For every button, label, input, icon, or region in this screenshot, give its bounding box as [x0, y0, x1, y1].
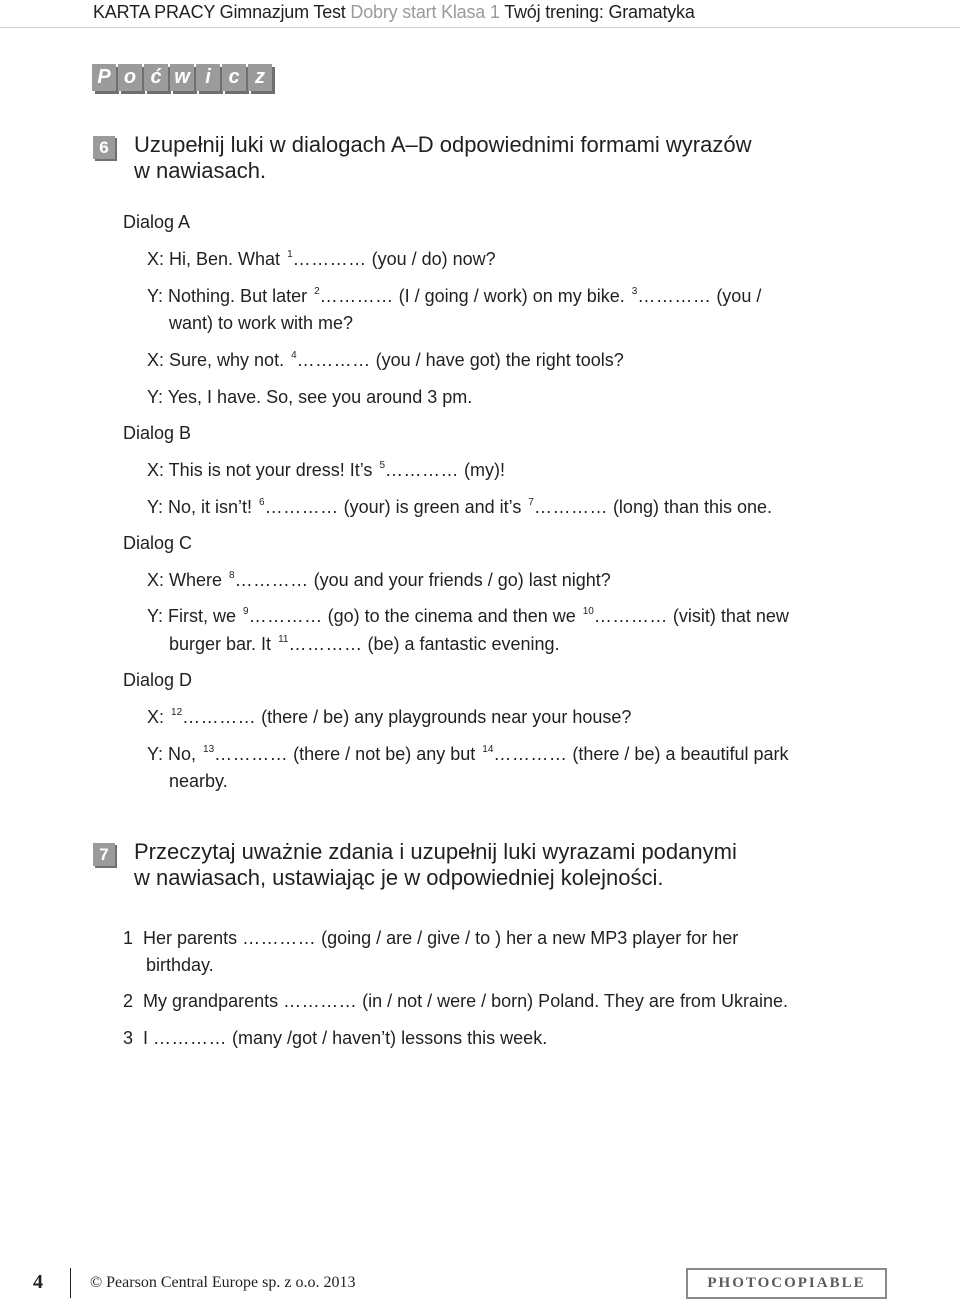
instruction-line: Uzupełnij luki w dialogach A–D odpowiednimi formami wyrazów: [134, 132, 752, 157]
gap-number: 5: [379, 460, 385, 471]
gap-number: 2: [314, 286, 320, 297]
gap-number: 14: [482, 744, 494, 755]
gap-blank[interactable]: …………: [242, 928, 317, 948]
dialog-line: [147, 744, 789, 765]
dialog-line: [147, 460, 505, 481]
exercise-6-instruction: [134, 132, 752, 184]
banner-letter: w: [170, 64, 194, 91]
gap-number: 13: [203, 744, 215, 755]
footer-divider: [70, 1268, 71, 1298]
exercise-item: [123, 1028, 547, 1049]
line-text: burger bar. It: [169, 634, 277, 654]
dialog-line: nearby.: [169, 771, 228, 791]
gap-number: 12: [171, 707, 183, 718]
instruction-line: Przeczytaj uważnie zdania i uzupełnij luki wyrazami podanymi: [134, 839, 737, 864]
dialog-line: want) to work with me?: [169, 313, 354, 333]
gap-blank[interactable]: …………: [533, 497, 608, 517]
line-text: Y: Nothing. But later: [147, 286, 313, 306]
line-text: X: Where: [147, 570, 228, 590]
gap-blank[interactable]: …………: [214, 744, 289, 764]
copyright-notice: © Pearson Central Europe sp. z o.o. 2013: [90, 1274, 356, 1291]
exercise-item: [123, 928, 738, 949]
page-header: [0, 0, 960, 28]
gap-blank[interactable]: …………: [182, 707, 257, 727]
banner-letter: z: [248, 64, 272, 91]
header-section: Twój trening: Gramatyka: [504, 2, 695, 22]
line-text: (your) is green and it’s: [338, 497, 527, 517]
gap-number: 8: [229, 570, 235, 581]
line-text: (there / not be) any but: [288, 744, 481, 764]
line-text: X: Hi, Ben. What: [147, 249, 286, 269]
gap-blank[interactable]: …………: [288, 634, 363, 654]
gap-number: 1: [287, 249, 293, 260]
header-course: Dobry start: [350, 2, 437, 22]
exercise-7-number: 7: [93, 843, 115, 866]
gap-blank[interactable]: …………: [153, 1028, 228, 1048]
gap-blank[interactable]: …………: [234, 570, 309, 590]
photocopiable-badge: PHOTOCOPIABLE: [686, 1268, 887, 1299]
gap-blank[interactable]: …………: [292, 249, 367, 269]
banner-letter: o: [118, 64, 142, 91]
banner-letter: P: [92, 64, 116, 91]
line-text: (you and your friends / go) last night?: [308, 570, 611, 590]
dialog-c-title: Dialog C: [123, 533, 193, 553]
dialog-line: [169, 634, 560, 655]
item-text: Her parents: [143, 928, 243, 948]
line-text: (visit) that new: [667, 606, 789, 626]
header-school: Gimnazjum: [219, 2, 309, 22]
instruction-line: w nawiasach, ustawiając je w odpowiedniej kolejności.: [134, 865, 664, 890]
gap-number: 6: [259, 497, 265, 508]
item-text: (in / not / were / born) Poland. They are from Ukraine.: [357, 991, 788, 1011]
item-text: (going / are / give / to ) her a new MP3 player for her: [316, 928, 739, 948]
dialog-line: [147, 249, 496, 270]
gap-blank[interactable]: …………: [248, 606, 323, 626]
exercise-item-continuation: birthday.: [146, 955, 214, 975]
header-class: Klasa 1: [441, 2, 500, 22]
item-number: 2: [123, 991, 134, 1011]
header-karta: KARTA PRACY: [93, 2, 215, 22]
gap-number: 7: [528, 497, 534, 508]
dialog-line: [147, 570, 611, 591]
line-text: X:: [147, 707, 170, 727]
line-text: (you / have got) the right tools?: [370, 350, 624, 370]
banner-letter: i: [196, 64, 220, 91]
gap-blank[interactable]: …………: [637, 286, 712, 306]
gap-blank[interactable]: …………: [283, 991, 358, 1011]
gap-blank[interactable]: …………: [385, 460, 459, 480]
line-text: Y: First, we: [147, 606, 242, 626]
header-test: Test: [313, 2, 346, 22]
item-text: My grandparents: [143, 991, 284, 1011]
dialog-line: [147, 707, 631, 728]
gap-number: 9: [243, 606, 249, 617]
line-text: (I / going / work) on my bike.: [393, 286, 630, 306]
item-text: I: [143, 1028, 154, 1048]
banner-letter: ć: [144, 64, 168, 91]
line-text: (there / be) any playgrounds near your house?: [256, 707, 632, 727]
gap-number: 4: [291, 350, 297, 361]
gap-number: 11: [278, 634, 289, 645]
exercise-item: [123, 991, 788, 1012]
line-text: (be) a fantastic evening.: [362, 634, 560, 654]
dialog-a-title: Dialog A: [123, 212, 191, 232]
line-text: (long) than this one.: [607, 497, 773, 517]
gap-number: 3: [631, 286, 638, 297]
dialog-line: [147, 286, 761, 307]
line-text: Y: No, it isn’t!: [147, 497, 258, 517]
line-text: (there / be) a beautiful park: [567, 744, 789, 764]
line-text: (go) to the cinema and then we: [322, 606, 581, 626]
exercise-7-instruction: [134, 839, 737, 891]
dialog-line: [147, 350, 624, 371]
instruction-line: w nawiasach.: [134, 158, 267, 183]
dialog-line: [147, 606, 789, 627]
gap-number: 10: [582, 606, 594, 617]
line-text: X: Sure, why not.: [147, 350, 290, 370]
line-text: X: This is not your dress! It’s: [147, 460, 378, 480]
dialog-line: Y: Yes, I have. So, see you around 3 pm.: [147, 387, 473, 407]
item-number: 3: [123, 1028, 134, 1048]
gap-blank[interactable]: …………: [319, 286, 394, 306]
exercise-6-number: 6: [93, 136, 115, 159]
line-text: (you /: [711, 286, 762, 306]
dialog-d-title: Dialog D: [123, 670, 193, 690]
gap-blank[interactable]: …………: [296, 350, 371, 370]
dialog-line: [147, 497, 772, 518]
item-text: (many /got / haven’t) lessons this week.: [227, 1028, 548, 1048]
line-text: (you / do) now?: [366, 249, 496, 269]
line-text: (my)!: [459, 460, 505, 480]
line-text: Y: No,: [147, 744, 202, 764]
page-number: 4: [33, 1271, 43, 1293]
dialog-b-title: Dialog B: [123, 423, 192, 443]
gap-blank[interactable]: …………: [493, 744, 568, 764]
practice-banner: [92, 64, 272, 91]
gap-blank[interactable]: …………: [264, 497, 339, 517]
header-title: [93, 2, 695, 23]
item-number: 1: [123, 928, 134, 948]
gap-blank[interactable]: …………: [593, 606, 668, 626]
banner-letter: c: [222, 64, 246, 91]
